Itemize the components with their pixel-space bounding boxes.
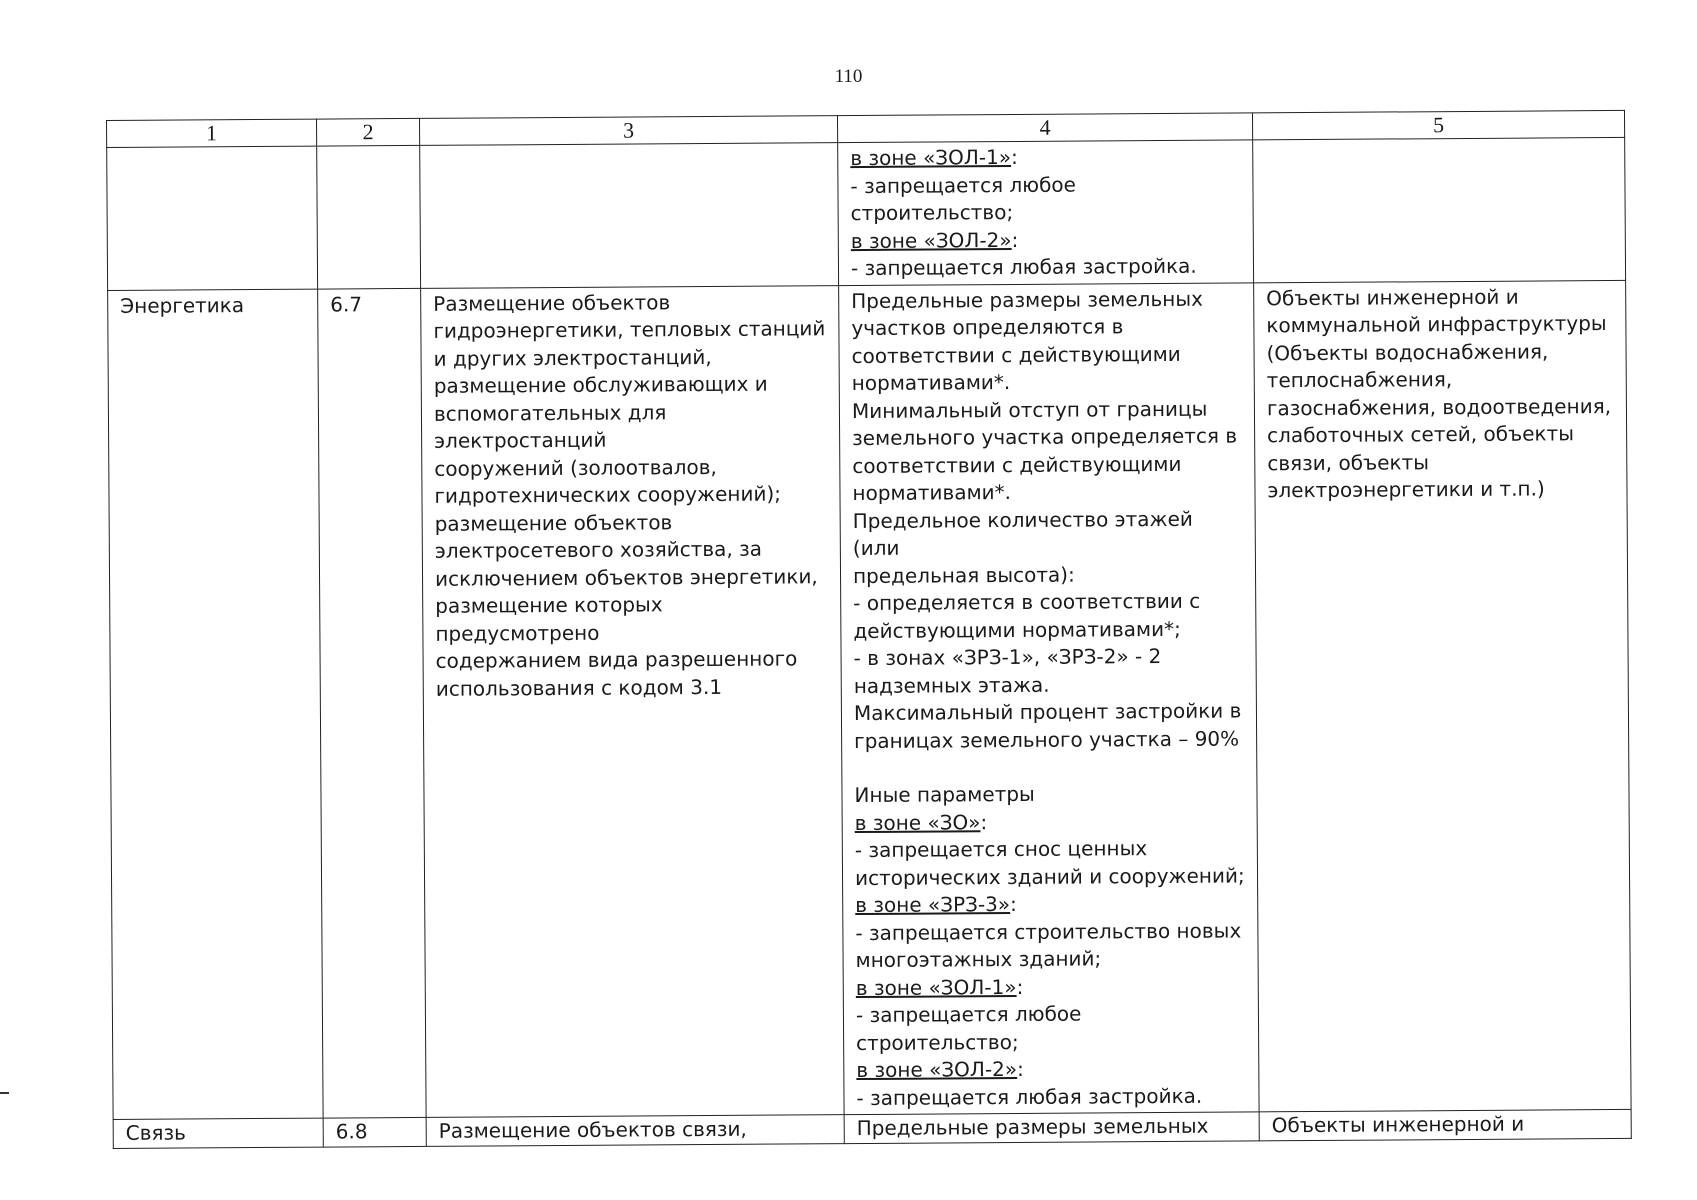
text-content: - определяется в соответствии с [853, 588, 1201, 616]
use-type-name: Связь [113, 1118, 323, 1148]
continued-cell-3 [420, 143, 839, 288]
text-line: коммунальной инфраструктуры [1266, 311, 1607, 338]
text-content: - запрещается любое строительство; [855, 1001, 1082, 1055]
text-content: предельная высота): [852, 562, 1075, 588]
text-line [852, 450, 1242, 480]
text-content: - запрещается строительство новых [855, 917, 1242, 945]
continued-cell-5 [1253, 137, 1626, 282]
text-content: - запрещается снос ценных [854, 836, 1148, 863]
punctuation: : [1011, 227, 1019, 252]
zone-name: в зоне «ЗО» [854, 809, 981, 835]
table-row-energetika [108, 280, 1631, 1120]
use-type-parameters [839, 282, 1259, 1114]
text-content: - запрещается любая застройка. [850, 253, 1197, 281]
text-line [853, 615, 1243, 645]
text-content: Максимальный процент застройки в [853, 698, 1242, 726]
use-type-code: 6.8 [323, 1117, 426, 1146]
text-line: вспомогательных для электростанций [433, 399, 667, 453]
text-content: надземных этажа. [853, 672, 1050, 698]
text-line [852, 367, 1242, 397]
text-line: Размещение объектов [433, 289, 671, 316]
text-line [850, 170, 1240, 228]
text-line [855, 834, 1245, 864]
text-content: Минимальный отступ от границы [851, 396, 1208, 423]
text-line [854, 697, 1244, 727]
text-line [854, 779, 1244, 809]
text-line: гидроэнергетики, тепловых станций [433, 316, 826, 343]
zone-name: в зоне «ЗРЗ-3» [855, 892, 1011, 918]
header-col-5: 5 [1252, 110, 1624, 139]
text-content: исторических зданий и сооружений; [854, 862, 1245, 890]
continued-parameters-cell [838, 140, 1254, 285]
text-line [851, 340, 1241, 370]
page-number: 110 [834, 66, 863, 87]
related-objects: Объекты инженерной и [1259, 1109, 1631, 1140]
continued-row [107, 137, 1626, 290]
text-line [852, 395, 1242, 425]
header-col-3: 3 [419, 116, 837, 146]
margin-mark [0, 1092, 9, 1094]
text-line: использования с кодом 3.1 [435, 674, 723, 701]
text-line [851, 312, 1241, 342]
use-type-code: 6.7 [318, 288, 426, 1118]
header-col-1: 1 [107, 119, 317, 147]
text-line [854, 725, 1244, 755]
text-line [855, 917, 1245, 947]
text-content: - запрещается любая застройка. [856, 1083, 1203, 1110]
text-line: Объекты инженерной и [1266, 284, 1519, 310]
text-content: - запрещается любое строительство; [850, 172, 1076, 226]
text-content: Иные параметры [854, 781, 1035, 808]
text-line [851, 285, 1241, 315]
punctuation: : [1010, 144, 1018, 169]
text-line [852, 422, 1242, 452]
land-use-table-wrapper [106, 110, 1631, 1149]
zone-name: в зоне «ЗОЛ-2» [850, 227, 1012, 253]
use-type-description: Размещение объектов связи, [426, 1115, 844, 1146]
text-line [853, 642, 1243, 672]
zone-heading [851, 225, 1241, 255]
text-line [854, 670, 1244, 700]
zone-name: в зоне «ЗОЛ-1» [855, 974, 1017, 1000]
text-content: - в зонах «ЗРЗ-1», «ЗРЗ-2» - 2 [853, 644, 1162, 671]
text-line: исключением объектов энергетики, [434, 563, 818, 591]
zone-heading [850, 142, 1240, 172]
text-content: земельного участка определяется в [852, 423, 1238, 451]
text-line: размещение объектов [434, 509, 673, 536]
zone-name: в зоне «ЗОЛ-2» [856, 1056, 1018, 1083]
text-line: гидротехнических сооружений); [434, 481, 782, 508]
text-content: нормативами*. [852, 480, 1012, 506]
text-content: Предельное количество этажей (или [852, 506, 1193, 561]
punctuation: : [1017, 1056, 1024, 1081]
text-line [852, 477, 1242, 507]
text-content: границах земельного участка – 90% [854, 725, 1240, 753]
text-line [855, 862, 1245, 892]
zone-heading [856, 972, 1246, 1002]
text-content: участков определяются в [851, 314, 1124, 341]
text-line [853, 587, 1243, 617]
header-col-2: 2 [316, 118, 419, 146]
header-col-4: 4 [837, 113, 1252, 143]
land-use-table [106, 110, 1632, 1149]
blank-line [854, 752, 1244, 782]
text-content: действующими нормативами*; [853, 616, 1181, 643]
continued-cell-2 [317, 145, 421, 288]
text-line: размещение которых предусмотрено [435, 592, 663, 646]
text-line [853, 560, 1243, 590]
text-content: соответствии с действующими [852, 451, 1182, 478]
text-line [856, 1082, 1246, 1112]
text-line: (Объекты водоснабжения, [1266, 338, 1549, 365]
text-line: содержанием вида разрешенного [435, 646, 798, 673]
punctuation: : [980, 809, 988, 834]
use-type-name: Энергетика [108, 289, 323, 1120]
text-line [853, 505, 1243, 563]
text-content: многоэтажных зданий; [855, 946, 1102, 973]
text-line: газоснабжения, водоотведения, [1266, 393, 1612, 420]
zone-name: в зоне «ЗОЛ-1» [850, 144, 1012, 171]
text-line [856, 999, 1246, 1057]
use-type-parameters: Предельные размеры земельных [844, 1112, 1259, 1143]
text-line: слаботочных сетей, объекты [1267, 421, 1575, 448]
related-objects [1254, 280, 1631, 1112]
text-line: связи, объекты [1267, 449, 1430, 475]
text-content: Предельные размеры земельных [851, 286, 1203, 313]
text-line: электросетевого хозяйства, за [434, 536, 763, 563]
text-line [851, 252, 1241, 282]
use-type-description [421, 285, 844, 1117]
zone-heading [855, 807, 1245, 837]
text-content: соответствии с действующими [851, 341, 1181, 368]
text-line: сооружений (золоотвалов, [434, 454, 717, 481]
punctuation: : [1016, 974, 1024, 999]
text-line: теплоснабжения, [1266, 367, 1453, 393]
text-line [856, 944, 1246, 974]
text-content: нормативами*. [851, 370, 1011, 396]
text-line: электроэнергетики и т.п.) [1267, 476, 1545, 503]
zone-heading [856, 1054, 1246, 1084]
text-line: и других электростанций, [433, 344, 712, 371]
punctuation: : [1010, 891, 1017, 917]
text-line: размещение обслуживающих и [433, 371, 768, 398]
zone-heading [855, 889, 1245, 919]
continued-cell-1 [107, 146, 318, 290]
